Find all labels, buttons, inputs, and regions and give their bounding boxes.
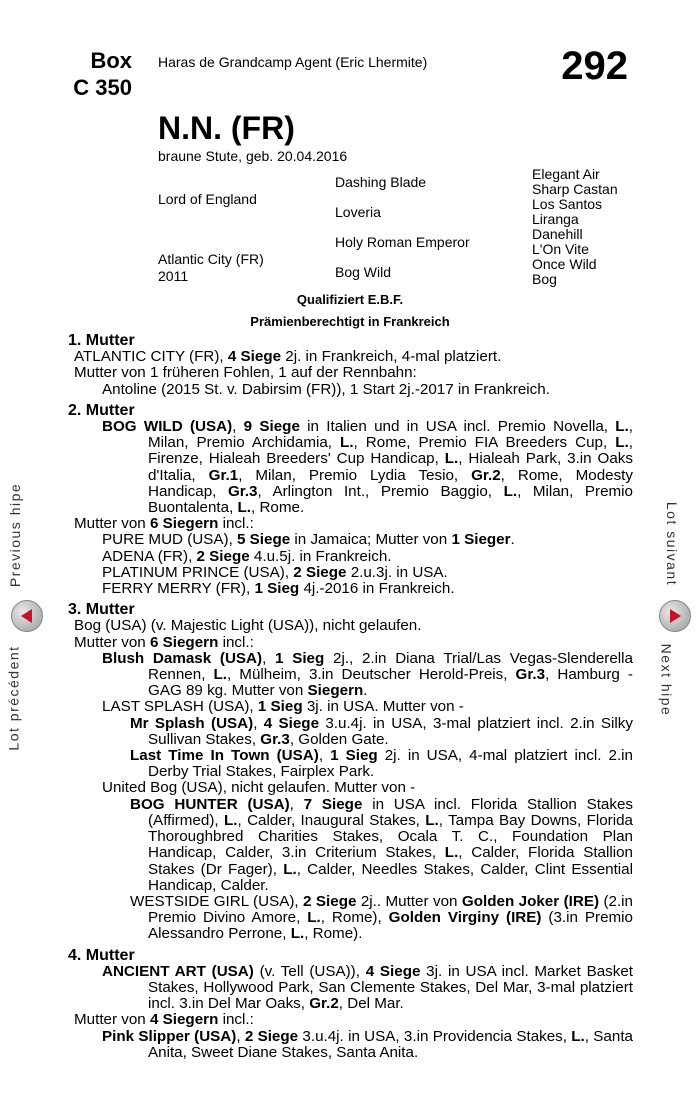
family-entry: Mutter von 6 Siegern incl.: bbox=[74, 515, 254, 533]
horse-name: N.N. (FR) bbox=[158, 110, 295, 146]
family-entry: Blush Damask (USA), 1 Sieg 2j., 2.in Diana Trial/Las Vegas-Slenderella Rennen, L., Mülheim, 3.in Deutscher Herold-Preis, Gr.3, Hamburg - GAG 89 kg. Mutter von Siegern. bbox=[102, 649, 633, 700]
qualification-premium: Prämienberechtigt in Frankreich bbox=[250, 314, 450, 329]
family-entry: Mutter von 4 Siegern incl.: bbox=[74, 1011, 254, 1029]
family-entry: ADENA (FR), 2 Siege 4.u.5j. in Frankreich. bbox=[102, 547, 392, 565]
section-heading: 2. Mutter bbox=[68, 401, 135, 419]
section-heading: 1. Mutter bbox=[68, 332, 135, 349]
family-entry: United Bog (USA), nicht gelaufen. Mutter von - bbox=[102, 779, 416, 797]
horse-description: braune Stute, geb. 20.04.2016 bbox=[158, 148, 348, 164]
previous-hipe-link[interactable]: Previous hipe bbox=[7, 482, 24, 588]
family-entry: Mutter von 6 Siegern incl.: bbox=[74, 633, 254, 651]
family-entry: ATLANTIC CITY (FR), 4 Siege 2j. in Frankreich, 4-mal platziert. bbox=[74, 348, 502, 366]
pedigree-great-grandparent: Once Wild bbox=[532, 256, 597, 272]
family-entry: BOG WILD (USA), 9 Siege in Italien und in USA incl. Premio Novella, L., Milan, Premio Archidamia, L., Rome, Premio FIA Breeders Cup, L., Firenze, Hialeah Breeders' Cup Handicap, L., Hialeah Park, 3.in Oaks d'Italia, Gr.1, Milan, Premio Lydia Tesio, Gr.2, Rome, Modesty Handicap, Gr.3, Arlington Int., Premio Baggio, L., Milan, Premio Buontalenta, L., Rome. bbox=[102, 418, 634, 517]
pedigree-great-grandparent: Bog bbox=[532, 271, 557, 287]
pedigree-great-grandparent: Liranga bbox=[532, 211, 579, 227]
family-entry: Last Time In Town (USA), 1 Sieg 2j. in USA, 4-mal platziert incl. 2.in Derby Trial Stakes, Fairplex Park. bbox=[130, 747, 633, 781]
arrow-right-icon bbox=[660, 601, 690, 631]
pedigree-grandparent: Holy Roman Emperor bbox=[335, 234, 470, 250]
family-entry: WESTSIDE GIRL (USA), 2 Siege 2j.. Mutter von Golden Joker (IRE) (2.in Premio Divino Amore, L., Rome), Golden Virginy (IRE) (3.in Premio Alessandro Perrone, L., Rome). bbox=[130, 892, 633, 943]
pedigree-sire: Lord of England bbox=[158, 191, 257, 207]
family-entry: Antoline (2015 St. v. Dabirsim (FR)), 1 Start 2j.-2017 in Frankreich. bbox=[102, 380, 550, 398]
previous-lot-link[interactable]: Lot précédent bbox=[5, 645, 22, 751]
section-heading: 3. Mutter bbox=[68, 601, 135, 619]
qualification-ebf: Qualifiziert E.B.F. bbox=[296, 292, 404, 307]
family-entry: ANCIENT ART (USA) (v. Tell (USA)), 4 Siege 3j. in USA incl. Market Basket Stakes, Hollywood Park, San Clemente Stakes, Del Mar, 3-mal platziert incl. 3.in Del Mar Oaks, Gr.2, Del Mar. bbox=[102, 962, 634, 1013]
family-entry: Mutter von 1 früheren Fohlen, 1 auf der Rennbahn: bbox=[74, 364, 417, 382]
family-entry: FERRY MERRY (FR), 1 Sieg 4j.-2016 in Frankreich. bbox=[102, 580, 455, 598]
pedigree-great-grandparent: Los Santos bbox=[532, 196, 603, 212]
pedigree-great-grandparent: Sharp Castan bbox=[532, 181, 618, 197]
pedigree-grandparent: Dashing Blade bbox=[335, 174, 427, 190]
pedigree-dam: Atlantic City (FR) bbox=[158, 251, 264, 267]
box-label: Box bbox=[90, 48, 132, 73]
section-heading: 4. Mutter bbox=[68, 946, 135, 964]
family-entry: Mr Splash (USA), 4 Siege 3.u.4j. in USA, 3-mal platziert incl. 2.in Silky Sullivan Stakes, Gr.3, Golden Gate. bbox=[130, 714, 633, 748]
family-entry: PLATINUM PRINCE (USA), 2 Siege 2.u.3j. in USA. bbox=[102, 563, 448, 581]
previous-button[interactable] bbox=[11, 600, 43, 632]
box-number: C 350 bbox=[73, 75, 132, 100]
consignor-agent: Haras de Grandcamp Agent (Eric Lhermite) bbox=[158, 54, 428, 70]
next-button[interactable] bbox=[659, 600, 691, 632]
family-entry: PURE MUD (USA), 5 Siege in Jamaica; Mutter von 1 Sieger. bbox=[102, 531, 515, 549]
family-entry: Pink Slipper (USA), 2 Siege 3.u.4j. in USA, 3.in Providencia Stakes, L., Santa Anita, Sweet Diane Stakes, Santa Anita. bbox=[102, 1027, 633, 1061]
next-lot-link[interactable]: Lot suivant bbox=[664, 501, 681, 587]
arrow-left-icon bbox=[12, 601, 42, 631]
family-entry: BOG HUNTER (USA), 7 Siege in USA incl. Florida Stallion Stakes (Affirmed), L., Calder, Inaugural Stakes, L., Tampa Bay Downs, Florida Thoroughbred Charities Stakes, Ocala T. C., Foundation Plan Handicap, Calder, 3.in Criterium Stakes, L., Calder, Florida Stallion Stakes (Dr Fager), L., Calder, Needles Stakes, Calder, Clint Essential Handicap, Calder. bbox=[130, 795, 634, 894]
next-hipe-link[interactable]: Next hipe bbox=[658, 643, 675, 717]
family-entry: Bog (USA) (v. Majestic Light (USA)), nicht gelaufen. bbox=[74, 617, 422, 635]
pedigree-great-grandparent: L'On Vite bbox=[532, 241, 589, 257]
pedigree-great-grandparent: Elegant Air bbox=[532, 166, 600, 182]
pedigree-dam-year: 2011 bbox=[158, 268, 189, 284]
family-history bbox=[68, 333, 633, 1061]
pedigree-grandparent: Bog Wild bbox=[335, 264, 392, 280]
pedigree-grandparent: Loveria bbox=[335, 204, 381, 220]
family-entry: LAST SPLASH (USA), 1 Sieg 3j. in USA. Mutter von - bbox=[102, 698, 464, 716]
lot-number: 292 bbox=[561, 44, 628, 88]
pedigree-great-grandparent: Danehill bbox=[532, 226, 583, 242]
